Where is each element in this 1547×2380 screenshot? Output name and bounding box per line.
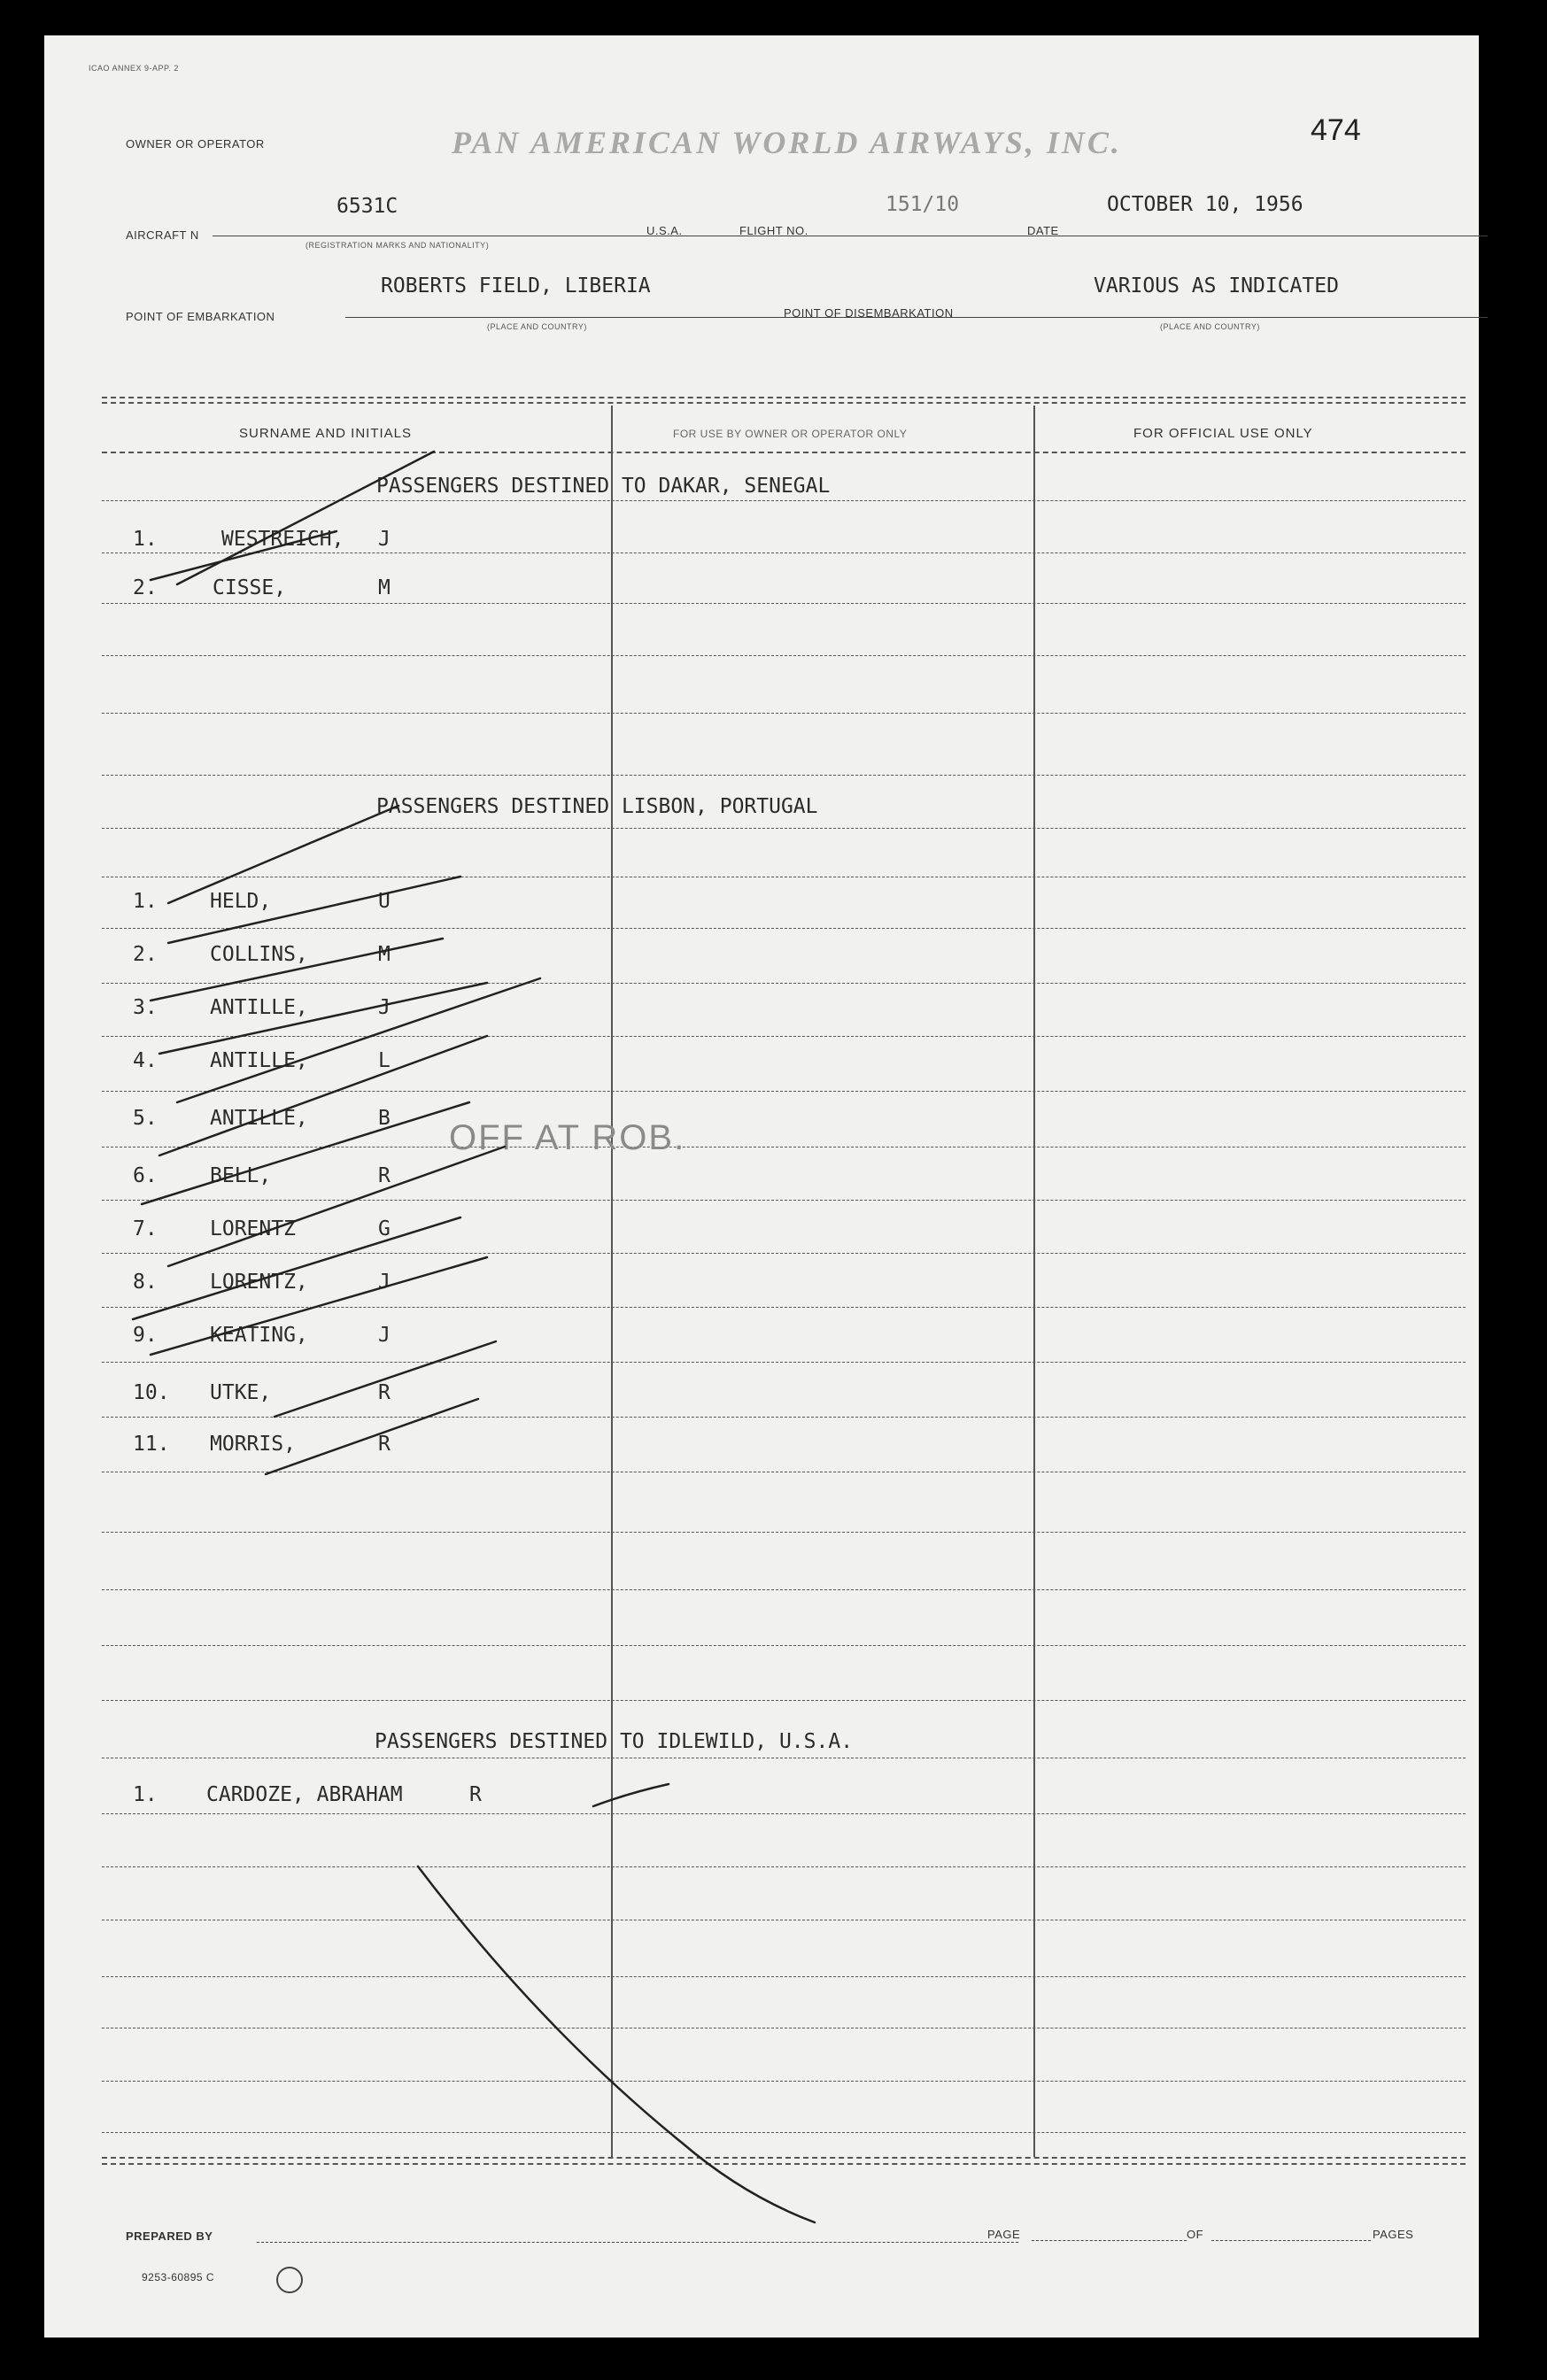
owner-label: OWNER OR OPERATOR <box>126 137 265 151</box>
passenger-initial: R <box>378 1164 391 1187</box>
check-stroke <box>168 877 460 943</box>
page-number: 474 <box>1311 113 1361 147</box>
passenger-initial: R <box>378 1381 391 1404</box>
disembarkation-caption: (PLACE AND COUNTRY) <box>1160 322 1260 331</box>
passenger-number: 2. <box>133 576 158 599</box>
passenger-surname: COLLINS, <box>210 943 308 966</box>
check-stroke <box>133 1217 460 1319</box>
passenger-surname: HELD, <box>210 890 272 913</box>
passenger-number: 4. <box>133 1049 158 1072</box>
passenger-initial: R <box>469 1783 482 1806</box>
passenger-initial: J <box>378 1324 391 1347</box>
passenger-surname: KEATING, <box>210 1324 308 1347</box>
aircraft-label: AIRCRAFT N <box>126 228 199 242</box>
passenger-surname: LORENTZ <box>210 1217 296 1240</box>
passenger-initial: L <box>378 1049 391 1072</box>
group-heading-dakar: PASSENGERS DESTINED TO DAKAR, SENEGAL <box>376 475 831 498</box>
passenger-surname: WESTREICH, <box>221 528 344 551</box>
check-stroke <box>177 452 434 584</box>
airline-name: PAN AMERICAN WORLD AIRWAYS, INC. <box>452 125 1122 160</box>
form-code: 9253-60895 C <box>142 2271 215 2283</box>
passenger-number: 7. <box>133 1217 158 1240</box>
passenger-initial: R <box>378 1433 391 1456</box>
passenger-surname: CARDOZE, ABRAHAM <box>206 1783 403 1806</box>
check-stroke <box>159 1036 487 1155</box>
passenger-initial: M <box>378 943 391 966</box>
passenger-surname: CISSE, <box>213 576 287 599</box>
check-stroke <box>168 1147 505 1266</box>
check-stroke <box>168 806 398 903</box>
passenger-number: 1. <box>133 890 158 913</box>
passenger-number: 1. <box>133 1783 158 1806</box>
disembarkation-label: POINT OF DISEMBARKATION <box>784 306 954 320</box>
passenger-number: 5. <box>133 1107 158 1130</box>
check-stroke <box>266 1399 478 1474</box>
registration-caption: (REGISTRATION MARKS AND NATIONALITY) <box>306 241 490 250</box>
flight-label: FLIGHT NO. <box>739 224 808 237</box>
passenger-number: 2. <box>133 943 158 966</box>
annex-reference: ICAO ANNEX 9-APP. 2 <box>89 64 179 73</box>
check-stroke <box>593 1784 669 1806</box>
of-label: OF <box>1187 2228 1204 2241</box>
usa-label: U.S.A. <box>646 224 683 237</box>
passenger-initial: G <box>378 1217 391 1240</box>
page-label: PAGE <box>987 2228 1021 2241</box>
date-value: OCTOBER 10, 1956 <box>1107 193 1303 216</box>
passenger-number: 9. <box>133 1324 158 1347</box>
off-at-rob-stamp: OFF AT ROB. <box>449 1118 686 1157</box>
manifest-sheet <box>44 35 1479 2338</box>
passenger-initial: J <box>378 996 391 1019</box>
passenger-initial: U <box>378 890 391 913</box>
column-header-surname: SURNAME AND INITIALS <box>239 426 413 441</box>
passenger-initial: J <box>378 1271 391 1294</box>
embarkation-caption: (PLACE AND COUNTRY) <box>487 322 587 331</box>
embarkation-label: POINT OF EMBARKATION <box>126 310 275 323</box>
aircraft-value: 6531C <box>336 195 398 218</box>
passenger-surname: UTKE, <box>210 1381 272 1404</box>
column-header-operator: FOR USE BY OWNER OR OPERATOR ONLY <box>673 428 908 440</box>
prepared-by-label: PREPARED BY <box>126 2229 213 2243</box>
passenger-surname: MORRIS, <box>210 1433 296 1456</box>
column-header-official: FOR OFFICIAL USE ONLY <box>1133 426 1313 441</box>
date-label: DATE <box>1027 224 1059 237</box>
group-heading-lisbon: PASSENGERS DESTINED LISBON, PORTUGAL <box>376 795 818 818</box>
passenger-number: 6. <box>133 1164 158 1187</box>
passenger-number: 10. <box>133 1381 170 1404</box>
embarkation-value: ROBERTS FIELD, LIBERIA <box>381 274 651 298</box>
passenger-surname: LORENTZ, <box>210 1271 308 1294</box>
check-stroke <box>159 983 487 1054</box>
passenger-surname: BELL, <box>210 1164 272 1187</box>
group-heading-idlewild: PASSENGERS DESTINED TO IDLEWILD, U.S.A. <box>375 1730 854 1753</box>
passenger-initial: B <box>378 1107 391 1130</box>
check-stroke <box>151 939 443 1001</box>
passenger-number: 1. <box>133 528 158 551</box>
check-stroke <box>142 1102 469 1204</box>
passenger-surname: ANTILLE, <box>210 1049 308 1072</box>
check-stroke <box>151 1257 487 1355</box>
passenger-initial: J <box>378 528 391 551</box>
passenger-number: 11. <box>133 1433 170 1456</box>
handwritten-check-marks <box>44 35 1479 2338</box>
passenger-number: 8. <box>133 1271 158 1294</box>
disembarkation-value: VARIOUS AS INDICATED <box>1094 274 1339 298</box>
check-stroke <box>418 1866 815 2222</box>
flight-value: 151/10 <box>886 193 960 216</box>
passenger-surname: ANTILLE, <box>210 1107 308 1130</box>
pages-label: PAGES <box>1373 2228 1414 2241</box>
passenger-number: 3. <box>133 996 158 1019</box>
passenger-initial: M <box>378 576 391 599</box>
check-stroke <box>151 531 336 580</box>
passenger-surname: ANTILLE, <box>210 996 308 1019</box>
